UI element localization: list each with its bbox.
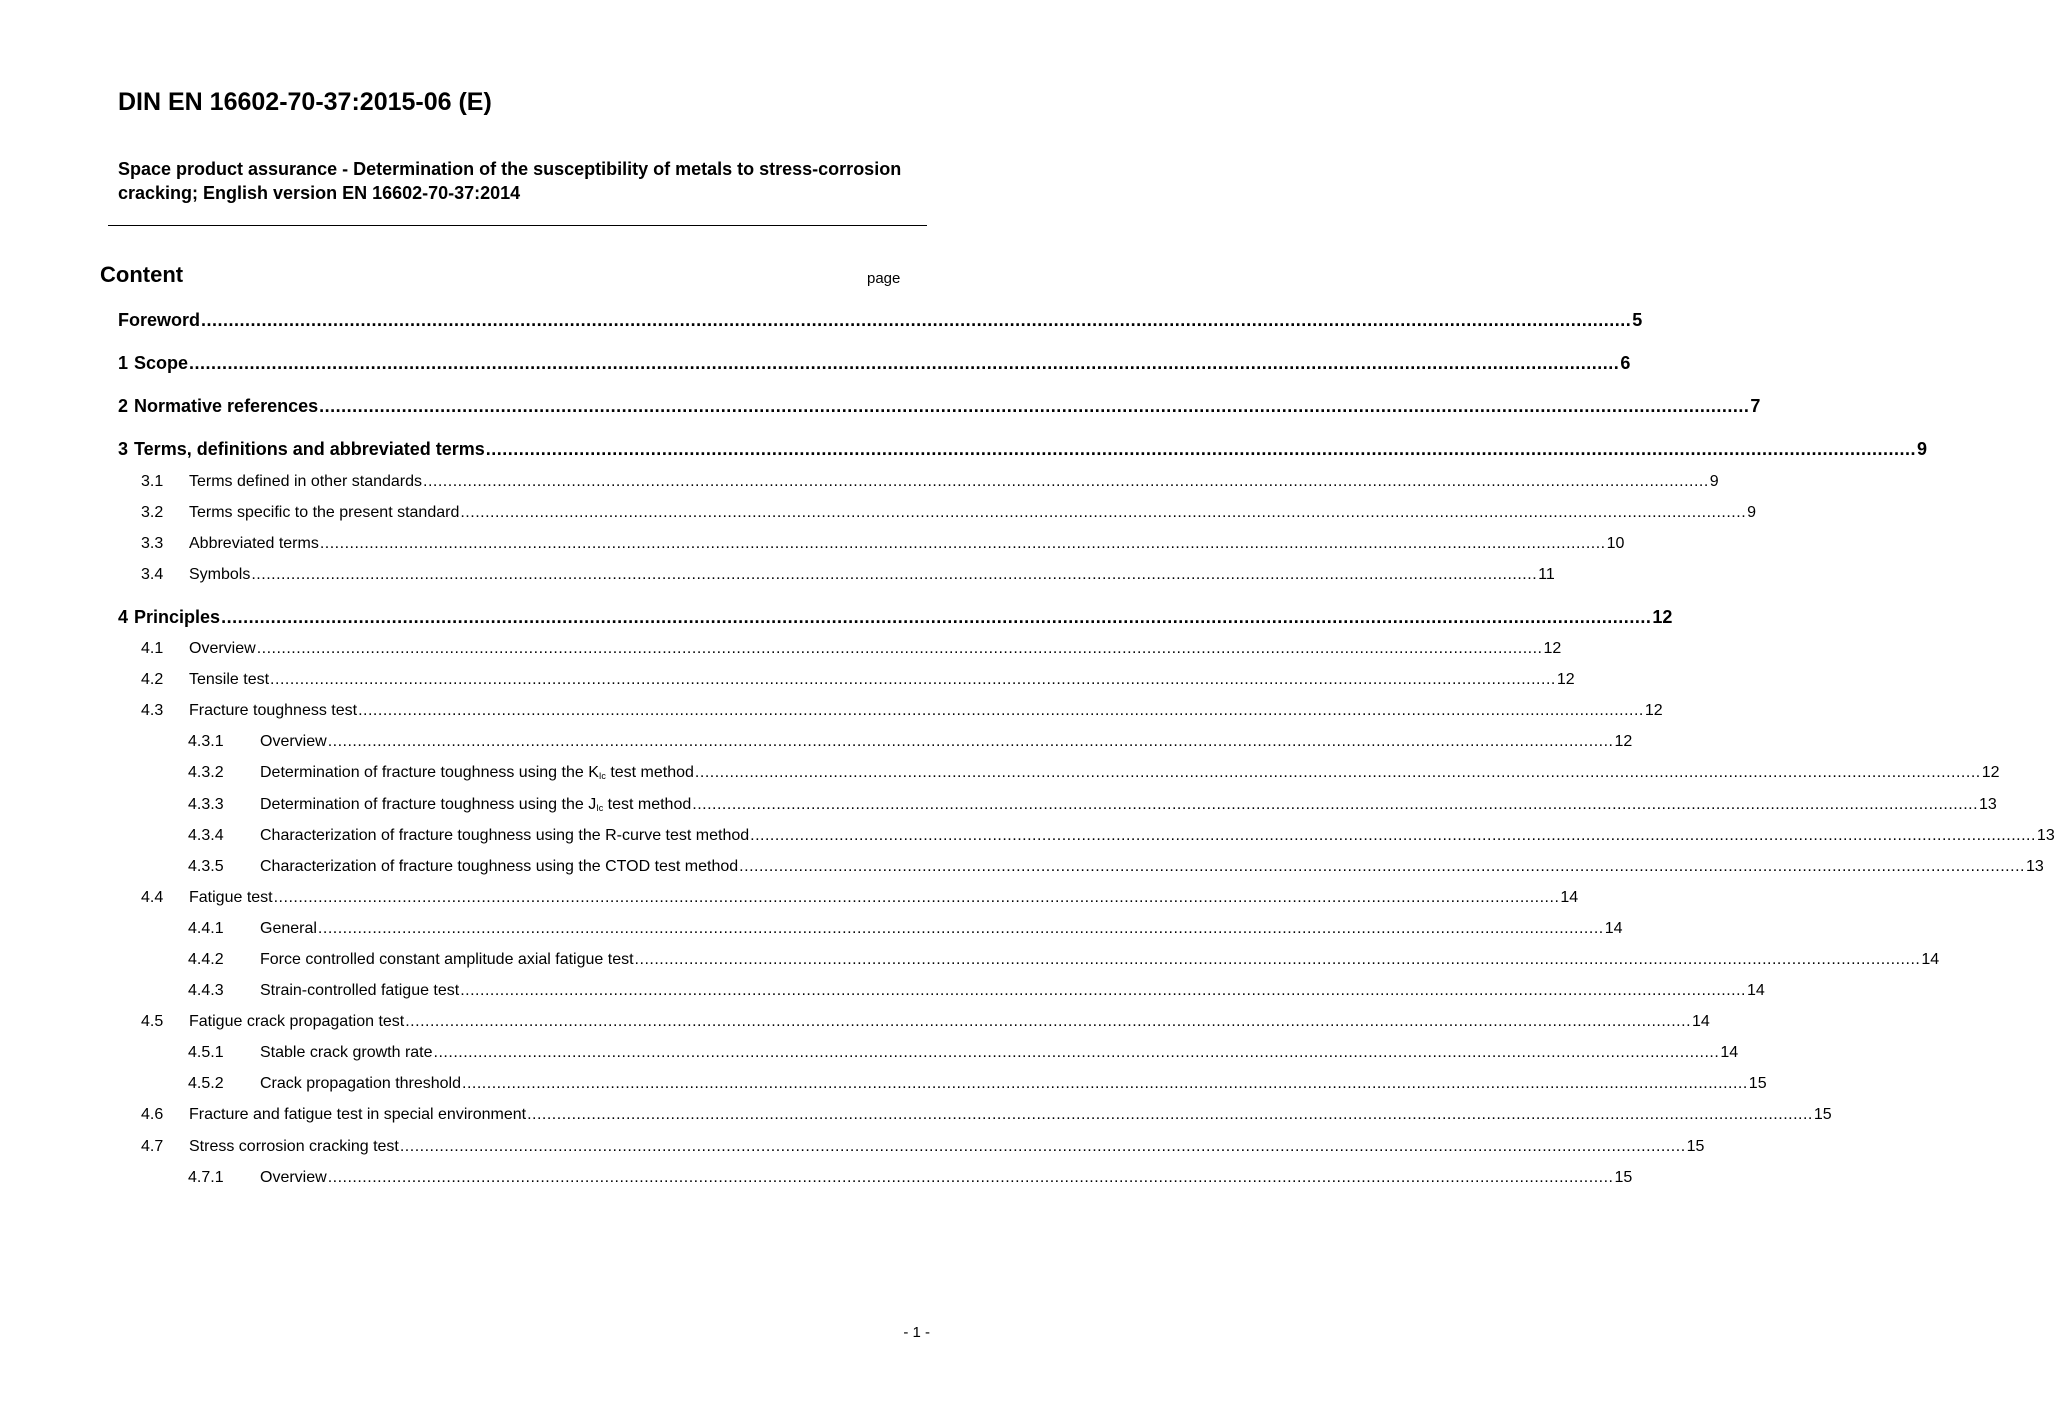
- toc-entry-number: 3.4: [141, 566, 164, 583]
- toc-entry-title: [260, 796, 691, 814]
- toc-entry-title: Scope: [134, 353, 189, 373]
- document-subtitle: Space product assurance - Determination of the susceptibility of metals to stress-corrosion cracking; English version EN 16602-70-37:2014: [118, 159, 902, 203]
- toc-entry[interactable]: [141, 702, 1663, 720]
- toc-entry[interactable]: [141, 566, 1555, 584]
- toc-entry-number: 4.3.3: [188, 796, 224, 813]
- toc-dot-leader: ....................................................................................................................................................................................................................................................................: [527, 1106, 1813, 1123]
- toc-entry[interactable]: [141, 1013, 1710, 1031]
- toc-dot-leader: ....................................................................................................................................................................................................................................................................: [462, 1075, 1748, 1092]
- toc-dot-leader: ....................................................................................................................................................................................................................................................................: [317, 920, 1604, 937]
- toc-entry[interactable]: [141, 640, 1562, 658]
- toc-entry-number: 3.3: [141, 535, 164, 552]
- toc-entry-title: Characterization of fracture toughness using the CTOD test method: [260, 858, 739, 875]
- toc-entry-page: 12: [1652, 607, 1673, 627]
- toc-dot-leader: ....................................................................................................................................................................................................................................................................: [433, 1044, 1720, 1061]
- toc-entry-page: 7: [1750, 396, 1761, 416]
- toc-entry-title: Overview: [189, 640, 256, 657]
- toc-entry-title: Principles: [134, 607, 221, 627]
- toc-entry-number: 4.7.1: [188, 1169, 224, 1186]
- toc-entry-title: Strain-controlled fatigue test: [260, 982, 460, 999]
- toc-entry-title-text: test method: [605, 764, 694, 781]
- toc-dot-leader: ....................................................................................................................................................................................................................................................................: [251, 566, 1538, 583]
- toc-entry[interactable]: [118, 310, 1643, 331]
- toc-dot-leader: ....................................................................................................................................................................................................................................................................: [327, 1169, 1614, 1186]
- toc-dot-leader: ....................................................................................................................................................................................................................................................................: [460, 504, 1747, 521]
- toc-entry-number: 4.3.4: [188, 827, 224, 844]
- toc-entry-page: 15: [1686, 1138, 1705, 1155]
- toc-entry-title-text: Determination of fracture toughness using the K: [260, 764, 599, 781]
- toc-entry-title: Terms specific to the present standard: [189, 504, 460, 521]
- toc-entry-title: [260, 764, 694, 782]
- toc-entry-page: 13: [2036, 827, 2055, 844]
- toc-entry-title: Fatigue test: [189, 889, 273, 906]
- toc-entry-page: 14: [1747, 982, 1765, 999]
- toc-entry-title: Fracture and fatigue test in special environment: [189, 1106, 527, 1123]
- toc-entry[interactable]: [141, 889, 1579, 907]
- toc-dot-leader: ....................................................................................................................................................................................................................................................................: [273, 889, 1560, 906]
- toc-dot-leader: ....................................................................................................................................................................................................................................................................: [221, 607, 1652, 627]
- toc-entry-title: General: [260, 920, 317, 937]
- toc-entry-number: 4: [118, 607, 129, 627]
- toc-dot-leader: ....................................................................................................................................................................................................................................................................: [319, 396, 1750, 416]
- toc-entry-number: 3.2: [141, 504, 164, 521]
- toc-entry[interactable]: [118, 607, 1673, 628]
- toc-entry-number: 4.3.2: [188, 764, 224, 781]
- toc-entry-title: Fatigue crack propagation test: [189, 1013, 405, 1030]
- toc-dot-leader: ....................................................................................................................................................................................................................................................................: [319, 535, 1606, 552]
- toc-entry[interactable]: [188, 796, 1997, 814]
- toc-page-column-label: page: [867, 270, 901, 287]
- footer-page-number: - 1 -: [903, 1324, 930, 1341]
- toc-entry-number: 3: [118, 439, 129, 459]
- toc-dot-leader: ....................................................................................................................................................................................................................................................................: [256, 640, 1543, 657]
- toc-entry-page: 15: [1748, 1075, 1767, 1092]
- toc-entry-title: Force controlled constant amplitude axial fatigue test: [260, 951, 634, 968]
- toc-entry-number: 1: [118, 353, 129, 373]
- toc-entry-title: Foreword: [118, 310, 201, 330]
- toc-entry[interactable]: [188, 982, 1765, 1000]
- toc-entry-number: 4.4.2: [188, 951, 224, 968]
- toc-entry-page: 14: [1560, 889, 1579, 906]
- toc-entry-title: Terms defined in other standards: [189, 473, 423, 490]
- toc-entry-title: Abbreviated terms: [189, 535, 319, 552]
- toc-entry-number: 4.7: [141, 1138, 164, 1155]
- toc-entry-title: Overview: [260, 733, 327, 750]
- toc-entry[interactable]: [188, 920, 1623, 938]
- toc-entry-page: 14: [1921, 951, 1940, 968]
- toc-entry-page: 14: [1692, 1013, 1710, 1030]
- toc-entry[interactable]: [188, 827, 2055, 845]
- toc-entry-number: 4.4.3: [188, 982, 224, 999]
- toc-entry-number: 4.2: [141, 671, 164, 688]
- toc-entry-page: 14: [1720, 1044, 1739, 1061]
- toc-entry[interactable]: [188, 1169, 1633, 1187]
- toc-entry[interactable]: [141, 1106, 1832, 1124]
- toc-entry-title-subscript: Ic: [598, 771, 606, 781]
- toc-entry-number: 3.1: [141, 473, 164, 490]
- toc-entry-title-text: Determination of fracture toughness using the J: [260, 796, 597, 813]
- toc-entry-page: 12: [1543, 640, 1562, 657]
- toc-dot-leader: ....................................................................................................................................................................................................................................................................: [327, 733, 1614, 750]
- toc-dot-leader: ....................................................................................................................................................................................................................................................................: [423, 473, 1709, 490]
- toc-dot-leader: ....................................................................................................................................................................................................................................................................: [405, 1013, 1692, 1030]
- toc-entry-title: Symbols: [189, 566, 251, 583]
- toc-entry-number: 4.3.5: [188, 858, 224, 875]
- toc-entry-page: 9: [1917, 439, 1928, 459]
- toc-entry[interactable]: [118, 396, 1761, 417]
- toc-entry-title: Terms, definitions and abbreviated terms: [134, 439, 485, 459]
- toc-heading: Content: [100, 262, 184, 287]
- toc-dot-leader: ....................................................................................................................................................................................................................................................................: [399, 1138, 1686, 1155]
- toc-entry-page: 9: [1709, 473, 1719, 490]
- toc-entry[interactable]: [188, 951, 1940, 969]
- toc-entry-page: 11: [1538, 566, 1555, 583]
- toc-entry-number: 4.4: [141, 889, 164, 906]
- toc-entry-page: 5: [1632, 310, 1643, 330]
- toc-dot-leader: ....................................................................................................................................................................................................................................................................: [739, 858, 2025, 875]
- toc-entry-title: Normative references: [134, 396, 319, 416]
- toc-entry-number: 4.3: [141, 702, 164, 719]
- toc-entry-title-text: test method: [603, 796, 692, 813]
- toc-dot-leader: ....................................................................................................................................................................................................................................................................: [460, 982, 1746, 999]
- toc-entry-number: 4.5.2: [188, 1075, 224, 1092]
- toc-entry-number: 4.3.1: [188, 733, 224, 750]
- toc-entry[interactable]: [118, 353, 1631, 374]
- toc-entry[interactable]: [141, 671, 1575, 689]
- toc-entry-page: 14: [1604, 920, 1623, 937]
- toc-entry-title: Fracture toughness test: [189, 702, 358, 719]
- toc-dot-leader: ....................................................................................................................................................................................................................................................................: [694, 764, 1981, 781]
- toc-dot-leader: ....................................................................................................................................................................................................................................................................: [358, 702, 1644, 719]
- toc-entry-page: 15: [1813, 1106, 1832, 1123]
- toc-entry[interactable]: [188, 733, 1633, 751]
- toc-entry-title: Tensile test: [189, 671, 270, 688]
- toc-entry-number: 4.6: [141, 1106, 164, 1123]
- toc-entry-page: 9: [1747, 504, 1757, 521]
- toc-dot-leader: ....................................................................................................................................................................................................................................................................: [485, 439, 1917, 459]
- toc-entry-page: 10: [1606, 535, 1625, 552]
- toc-entry[interactable]: [188, 1075, 1767, 1093]
- toc-entry[interactable]: [188, 858, 2044, 876]
- toc-entry[interactable]: [141, 473, 1719, 491]
- toc-entry[interactable]: [141, 1138, 1705, 1156]
- toc-entry-number: 4.4.1: [188, 920, 224, 937]
- toc-entry[interactable]: [188, 764, 2000, 782]
- toc-entry-number: 4.5: [141, 1013, 164, 1030]
- toc-entry[interactable]: [141, 504, 1757, 522]
- toc-dot-leader: ....................................................................................................................................................................................................................................................................: [750, 827, 2036, 844]
- toc-entry-title: Stress corrosion cracking test: [189, 1138, 399, 1155]
- toc-entry-page: 6: [1620, 353, 1631, 373]
- toc-entry-title: Overview: [260, 1169, 327, 1186]
- toc-entry[interactable]: [188, 1044, 1739, 1062]
- toc-entry-title: Crack propagation threshold: [260, 1075, 462, 1092]
- toc-entry-page: 12: [1644, 702, 1663, 719]
- toc-entry-title: Characterization of fracture toughness using the R-curve test method: [260, 827, 750, 844]
- toc-entry-number: 4.5.1: [188, 1044, 224, 1061]
- toc-dot-leader: ....................................................................................................................................................................................................................................................................: [270, 671, 1556, 688]
- toc-entry-number: 2: [118, 396, 129, 416]
- toc-entry-page: 12: [1981, 764, 2000, 781]
- toc-entry-page: 13: [1979, 796, 1997, 813]
- toc-entry-title: Stable crack growth rate: [260, 1044, 433, 1061]
- toc-dot-leader: ....................................................................................................................................................................................................................................................................: [634, 951, 1921, 968]
- toc-entry-number: 4.1: [141, 640, 164, 657]
- toc-entry-page: 15: [1614, 1169, 1633, 1186]
- toc-entry[interactable]: [118, 439, 1928, 460]
- toc-entry-page: 12: [1556, 671, 1575, 688]
- toc-entry-title-subscript: Ic: [596, 803, 604, 813]
- toc-entry-page: 13: [2025, 858, 2044, 875]
- toc-entry[interactable]: [141, 535, 1625, 553]
- toc-dot-leader: ....................................................................................................................................................................................................................................................................: [201, 310, 1632, 330]
- document-title: DIN EN 16602-70-37:2015-06 (E): [118, 88, 492, 116]
- toc-entry-page: 12: [1614, 733, 1633, 750]
- toc-dot-leader: ....................................................................................................................................................................................................................................................................: [692, 796, 1979, 813]
- toc-dot-leader: ....................................................................................................................................................................................................................................................................: [189, 353, 1620, 373]
